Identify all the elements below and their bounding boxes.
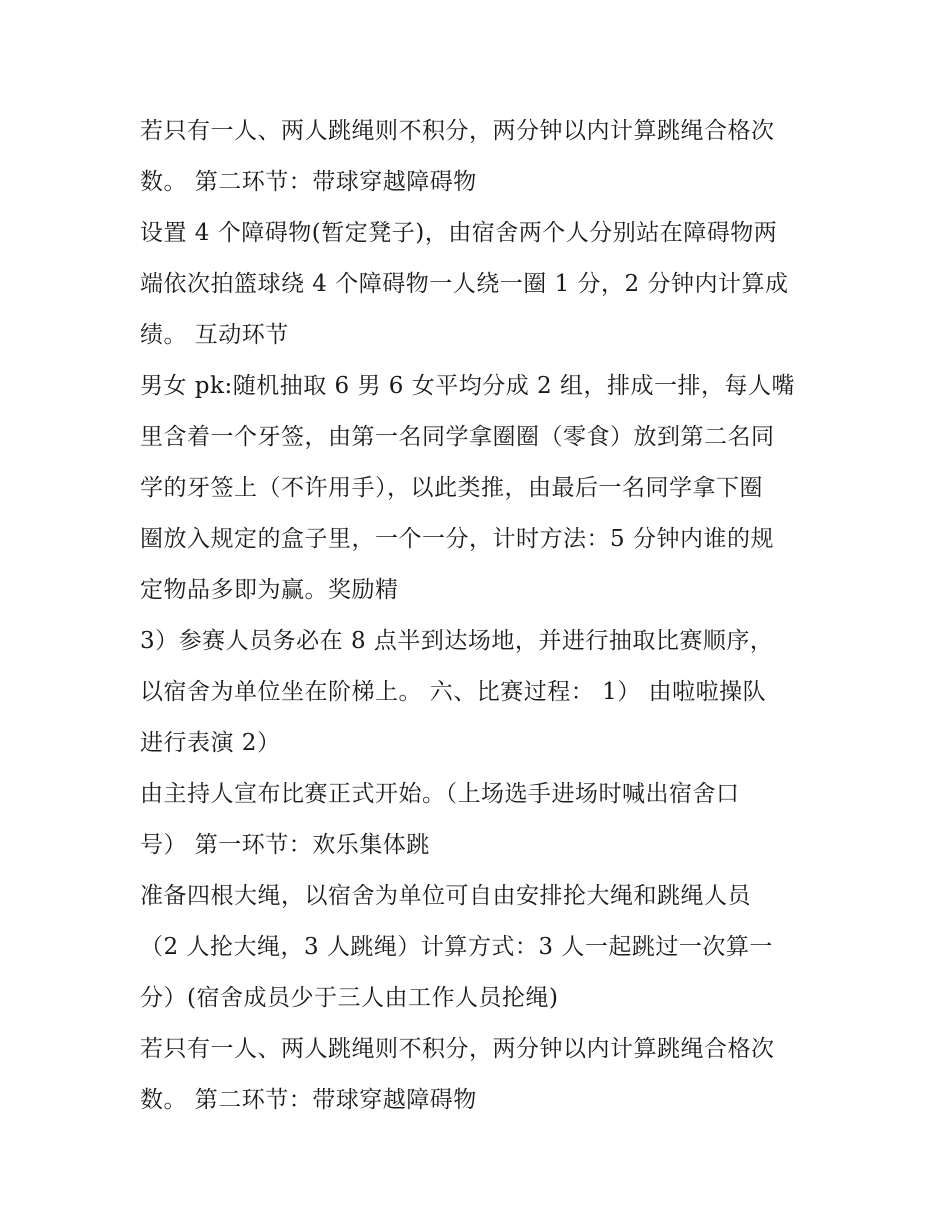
text-line: 数。 第二环节：带球穿越障碍物	[140, 1087, 477, 1113]
text-line: 进行表演 2）	[140, 730, 281, 756]
text-line: 以宿舍为单位坐在阶梯上。 六、比赛过程： 1） 由啦啦操队	[140, 679, 767, 705]
text-line: 端依次拍篮球绕 4 个障碍物一人绕一圈 1 分，2 分钟内计算成	[140, 271, 789, 297]
text-line: （2 人抡大绳，3 人跳绳）计算方式：3 人一起跳过一次算一	[140, 934, 773, 960]
text-line: 里含着一个牙签，由第一名同学拿圈圈（零食）放到第二名同	[140, 424, 775, 450]
text-line: 设置 4 个障碍物(暂定凳子)，由宿舍两个人分别站在障碍物两	[140, 220, 778, 246]
text-line: 圈放入规定的盒子里，一个一分，计时方法：5 分钟内谁的规	[140, 526, 774, 552]
text-line: 学的牙签上（不许用手），以此类推，由最后一名同学拿下圈	[140, 475, 763, 501]
text-line: 男女 pk:随机抽取 6 男 6 女平均分成 2 组，排成一排，每人嘴	[140, 373, 795, 399]
text-line: 准备四根大绳，以宿舍为单位可自由安排抡大绳和跳绳人员	[140, 883, 751, 909]
document-body	[140, 106, 840, 1126]
text-line: 定物品多即为赢。奖励精	[140, 577, 399, 603]
text-line: 3）参赛人员务必在 8 点半到达场地，并进行抽取比赛顺序，	[140, 628, 774, 654]
text-line: 绩。 互动环节	[140, 322, 289, 348]
text-line: 若只有一人、两人跳绳则不积分，两分钟以内计算跳绳合格次	[140, 118, 775, 144]
text-line: 若只有一人、两人跳绳则不积分，两分钟以内计算跳绳合格次	[140, 1036, 775, 1062]
text-line: 由主持人宣布比赛正式开始。（上场选手进场时喊出宿舍口	[140, 781, 740, 807]
text-line: 分）(宿舍成员少于三人由工作人员抡绳)	[140, 985, 559, 1011]
text-line: 号） 第一环节：欢乐集体跳	[140, 832, 430, 858]
text-line: 数。 第二环节：带球穿越障碍物	[140, 169, 477, 195]
